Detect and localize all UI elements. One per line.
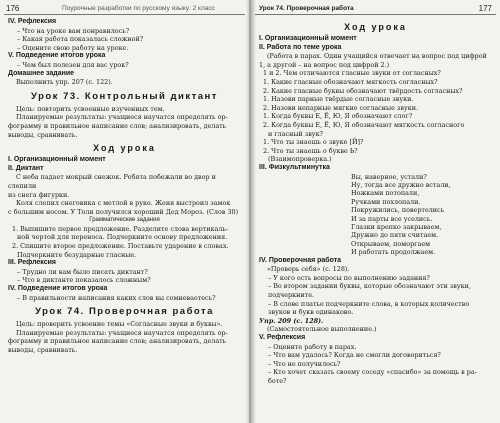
header-rule [255, 14, 496, 15]
right-text-line: Дружно до пяти считаем. [351, 231, 439, 240]
left-text-line: С неба падает мокрый снежок. Ребята побежали во двор и слепили [8, 173, 216, 190]
right-text-line: Ручками похлопали. [351, 197, 421, 206]
right-text-line: звуков и букв одинаково. [268, 308, 354, 317]
left-text-line: – Чем был полезен для вас урок? [17, 60, 129, 69]
right-text-line: боте? [268, 376, 287, 385]
page-number: 177 [478, 4, 492, 13]
page-number: 176 [6, 4, 20, 13]
right-text-line: Ну, тогда все дружно встали, [351, 180, 451, 189]
right-text-line: Ножками потопали, [351, 189, 420, 198]
left-text-line: Грамматические задания [89, 217, 160, 224]
right-text-line: Открываем, поморгаем [351, 239, 431, 248]
left-text-line: Планируемые результаты: учащиеся научатся определять ор- [16, 328, 228, 337]
left-text-line: IV. Подведение итогов урока [8, 285, 108, 293]
left-text-line: Подчеркните безударные гласные. [17, 250, 137, 259]
left-page [0, 0, 249, 423]
right-text-line: И работать продолжаем. [351, 248, 436, 257]
left-text-line: Урок 74. Проверочная работа [35, 306, 214, 318]
right-text-line: (Работа в парах. Один учащийся отвечает на вопрос под цифрой 1, а другой – на вопрос под цифрой 2.) [259, 52, 487, 69]
right-text-line: Упр. 209 (с. 128). [259, 316, 324, 325]
right-text-line: III. Физкультминутка [259, 163, 330, 171]
right-text-line: Ход урока [344, 22, 407, 32]
right-text-line: Покружились, повертелись [351, 206, 445, 215]
left-text-line: II. Диктант [8, 164, 44, 172]
right-text-line: и гласный звук? [268, 129, 323, 138]
right-text-line: (Самостоятельное выполнение.) [267, 325, 377, 334]
left-text-line: из снега фигурки. [8, 190, 70, 199]
right-text-line: Вы, наверное, устали? [351, 172, 427, 181]
left-text-line: – Какая работа показалась сложной? [17, 35, 144, 44]
left-text-line: 2. Спишите второе предложение. Поставьте ударение в словах. [12, 242, 229, 251]
left-text-line: – В правильности написания каких слов вы сомневаетесь? [17, 293, 216, 302]
right-text-line: 1. Что ты знаешь о звуке [Й]? [263, 138, 364, 147]
right-text-line: подчеркните. [268, 290, 315, 299]
left-text-line: I. Организационный момент [8, 156, 106, 164]
left-text-line: V. Подведение итогов урока [8, 52, 106, 60]
left-text-line: выводы, сравнивать. [8, 130, 78, 139]
right-text-line: – Что вам удалось? Когда не смогли договориться? [268, 351, 441, 360]
right-text-line: 1. Когда буквы Е, Ё, Ю, Я обозначают слог? [263, 112, 413, 121]
right-page [251, 0, 500, 423]
left-text-line: Цель: проверить усвоение темы «Согласные звуки и буквы». [16, 320, 223, 329]
left-text-line: Урок 73. Контрольный диктант [31, 90, 218, 102]
right-text-line: 2. Какие гласные буквы обозначают твёрдость согласных? [263, 86, 463, 95]
running-head: Урок 74. Проверочная работа [259, 5, 354, 12]
book-gutter [246, 0, 256, 423]
left-text-line: Выполнить упр. 207 (с. 122). [16, 78, 113, 87]
left-text-line: Планируемые результаты: учащиеся научатся определять ор- [16, 113, 228, 122]
left-text-line: III. Рефлексия [8, 259, 57, 267]
right-text-line: – Что не получилось? [268, 359, 341, 368]
right-text-line: – Кто хочет сказать своему соседу «спасибо» за помощь в ра- [268, 368, 477, 377]
right-text-line: – У кого есть вопросы по выполнению задания? [268, 273, 430, 282]
right-text-line: (Взаимопроверка.) [268, 155, 332, 164]
right-text-line: 1. Какие гласные обозначают мягкость согласных? [263, 77, 438, 86]
left-text-line: выводы, сравнивать. [8, 346, 78, 354]
left-text-line: с большим носом. У Толи получился хороший Дед Мороз. (Слов 30) [8, 207, 239, 216]
left-text-line: – Трудно ли вам было писать диктант? [17, 267, 148, 276]
running-head: Поурочные разработки по русскому языку: 2 класс [62, 5, 215, 12]
left-text-line: Домашнее задание [8, 69, 75, 77]
left-text-line: – Что в диктанте показалось сложным? [17, 276, 151, 285]
right-text-line: IV. Проверочная работа [259, 256, 342, 264]
left-text-line: IV. Рефлексия [8, 18, 57, 25]
right-text-line: 2. Когда буквы Е, Ё, Ю, Я обозначают мягкость согласного [263, 120, 465, 129]
right-text-line: Глазки крепко закрываем, [351, 222, 442, 231]
left-text-line: Ход урока [93, 143, 156, 154]
left-text-line: 1. Выпишите первое предложение. Разделите слова вертикаль- [12, 224, 229, 233]
header-rule [4, 14, 245, 15]
left-text-line: – Что на уроке вам понравилось? [17, 26, 130, 35]
right-text-line: И за парты все уселись. [351, 214, 433, 223]
right-text-line: V. Рефлексия [259, 333, 306, 341]
right-text-line: 1. Назови парные твёрдые согласные звуки. [263, 95, 414, 104]
left-text-line: Коля слепил снеговика с метлой в руке. Женя выстроил замок [16, 199, 231, 208]
right-text-line: 2. Что ты знаешь о букве Ь? [263, 146, 358, 155]
left-text-line: фограмму и правильное написание слов; анализировать, делать [8, 121, 227, 130]
right-text-line: 1 и 2. Чем отличаются гласные звуки от согласных? [263, 69, 441, 78]
right-text-line: – В слове платье подчеркните слова, в которых количество [268, 299, 470, 308]
right-text-line: – Во втором задании буквы, которые обозначают эти звуки, [268, 282, 471, 291]
right-text-line: I. Организационный момент [259, 35, 357, 42]
right-page-text [259, 18, 492, 385]
right-text-line: «Проверь себя» (с. 128). [267, 265, 350, 274]
left-text-line: фограмму и правильное написание слов; анализировать, делать [8, 337, 227, 346]
left-text-line: – Оцените свою работу на уроке. [17, 43, 129, 52]
left-page-text [8, 18, 241, 355]
left-text-line: ной чертой для переноса. Подчеркните основу предложения. [17, 233, 228, 242]
right-text-line: 2. Назови непарные мягкие согласные звуки. [263, 103, 419, 112]
right-text-line: II. Работа по теме урока [259, 43, 342, 51]
right-text-line: – Оцените работу в парах. [268, 342, 357, 351]
left-text-line: Цель: повторить усвоенные изученных тем. [16, 104, 165, 113]
